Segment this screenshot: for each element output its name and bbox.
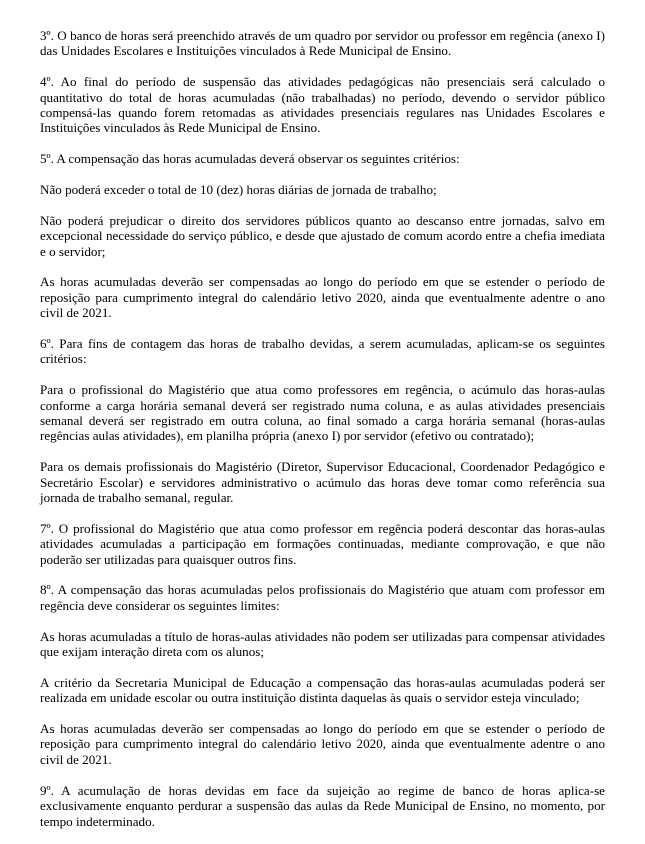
limit-item: A critério da Secretaria Municipal de Educação a compensação das horas-aulas acumuladas poderá ser realizada em unidade escolar ou outra instituição distinta daquelas às quais o servidor esteja vinculado; [40,674,605,706]
criterion-item: Não poderá prejudicar o direito dos servidores públicos quanto ao descanso entre jornadas, salvo em excepcional necessidade do serviço público, e desde que ajustado de comum acordo entre a chefia imediata e o servidor; [40,212,605,259]
paragraph-3: 3º. O banco de horas será preenchido através de um quadro por servidor ou professor em regência (anexo I) das Unidades Escolares e Instituições vinculados à Rede Municipal de Ensino. [40,28,605,59]
limit-item: As horas acumuladas a título de horas-aulas atividades não podem ser utilizadas para compensar atividades que exijam interação direta com os alunos; [40,628,605,660]
criterion-item: Para os demais profissionais do Magistério (Diretor, Supervisor Educacional, Coordenador Pedagógico e Secretário Escolar) e servidores administrativo o acúmulo das horas deve tomar como referência sua jornada de trabalho semanal, regular. [40,459,605,506]
criterion-item: As horas acumuladas deverão ser compensadas ao longo do período em que se estender o período de reposição para cumprimento integral do calendário letivo 2020, ainda que eventualmente adentre o ano civil de 2021. [40,274,605,321]
paragraph-9: 9º. A acumulação de horas devidas em face da sujeição ao regime de banco de horas aplica-se exclusivamente enquanto perdurar a suspensão das aulas da Rede Municipal de Ensino, no momento, por tempo indeterminado. [40,782,605,829]
document-body [40,28,605,844]
paragraph-6: 6º. Para fins de contagem das horas de trabalho devidas, a serem acumuladas, aplicam-se os seguintes critérios: [40,336,605,367]
paragraph-5: 5º. A compensação das horas acumuladas deverá observar os seguintes critérios: [40,151,460,167]
criterion-item: Não poderá exceder o total de 10 (dez) horas diárias de jornada de trabalho; [40,182,437,198]
criterion-item: Para o profissional do Magistério que atua como professores em regência, o acúmulo das horas-aulas conforme a carga horária semanal deverá ser registrado numa coluna, e as aulas atividades presenciais semanal deverá ser registrado em outra coluna, ao final somado a carga horária semanal (horas-aulas regências aulas atividades), em planilha própria (anexo I) por servidor (efetivo ou contratado); [40,382,605,444]
paragraph-7: 7º. O profissional do Magistério que atua como professor em regência poderá descontar das horas-aulas atividades acumuladas a participação em formações continuadas, mediante comprovação, e que não poderão ser utilizadas para quaisquer outros fins. [40,520,605,567]
limit-item: As horas acumuladas deverão ser compensadas ao longo do período em que se estender o período de reposição para cumprimento integral do calendário letivo 2020, ainda que eventualmente adentre o ano civil de 2021. [40,721,605,767]
paragraph-8: 8º. A compensação das horas acumuladas pelos profissionais do Magistério que atuam com professor em regência deve considerar os seguintes limites: [40,582,605,613]
paragraph-4: 4º. Ao final do período de suspensão das atividades pedagógicas não presenciais será calculado o quantitativo do total de horas acumuladas (não trabalhadas) no período, devendo o servidor público compensá-las quando forem retomadas as atividades presenciais regulares nas Unidades Escolares e Instituições vinculados às Rede Municipal de Ensino. [40,74,605,136]
